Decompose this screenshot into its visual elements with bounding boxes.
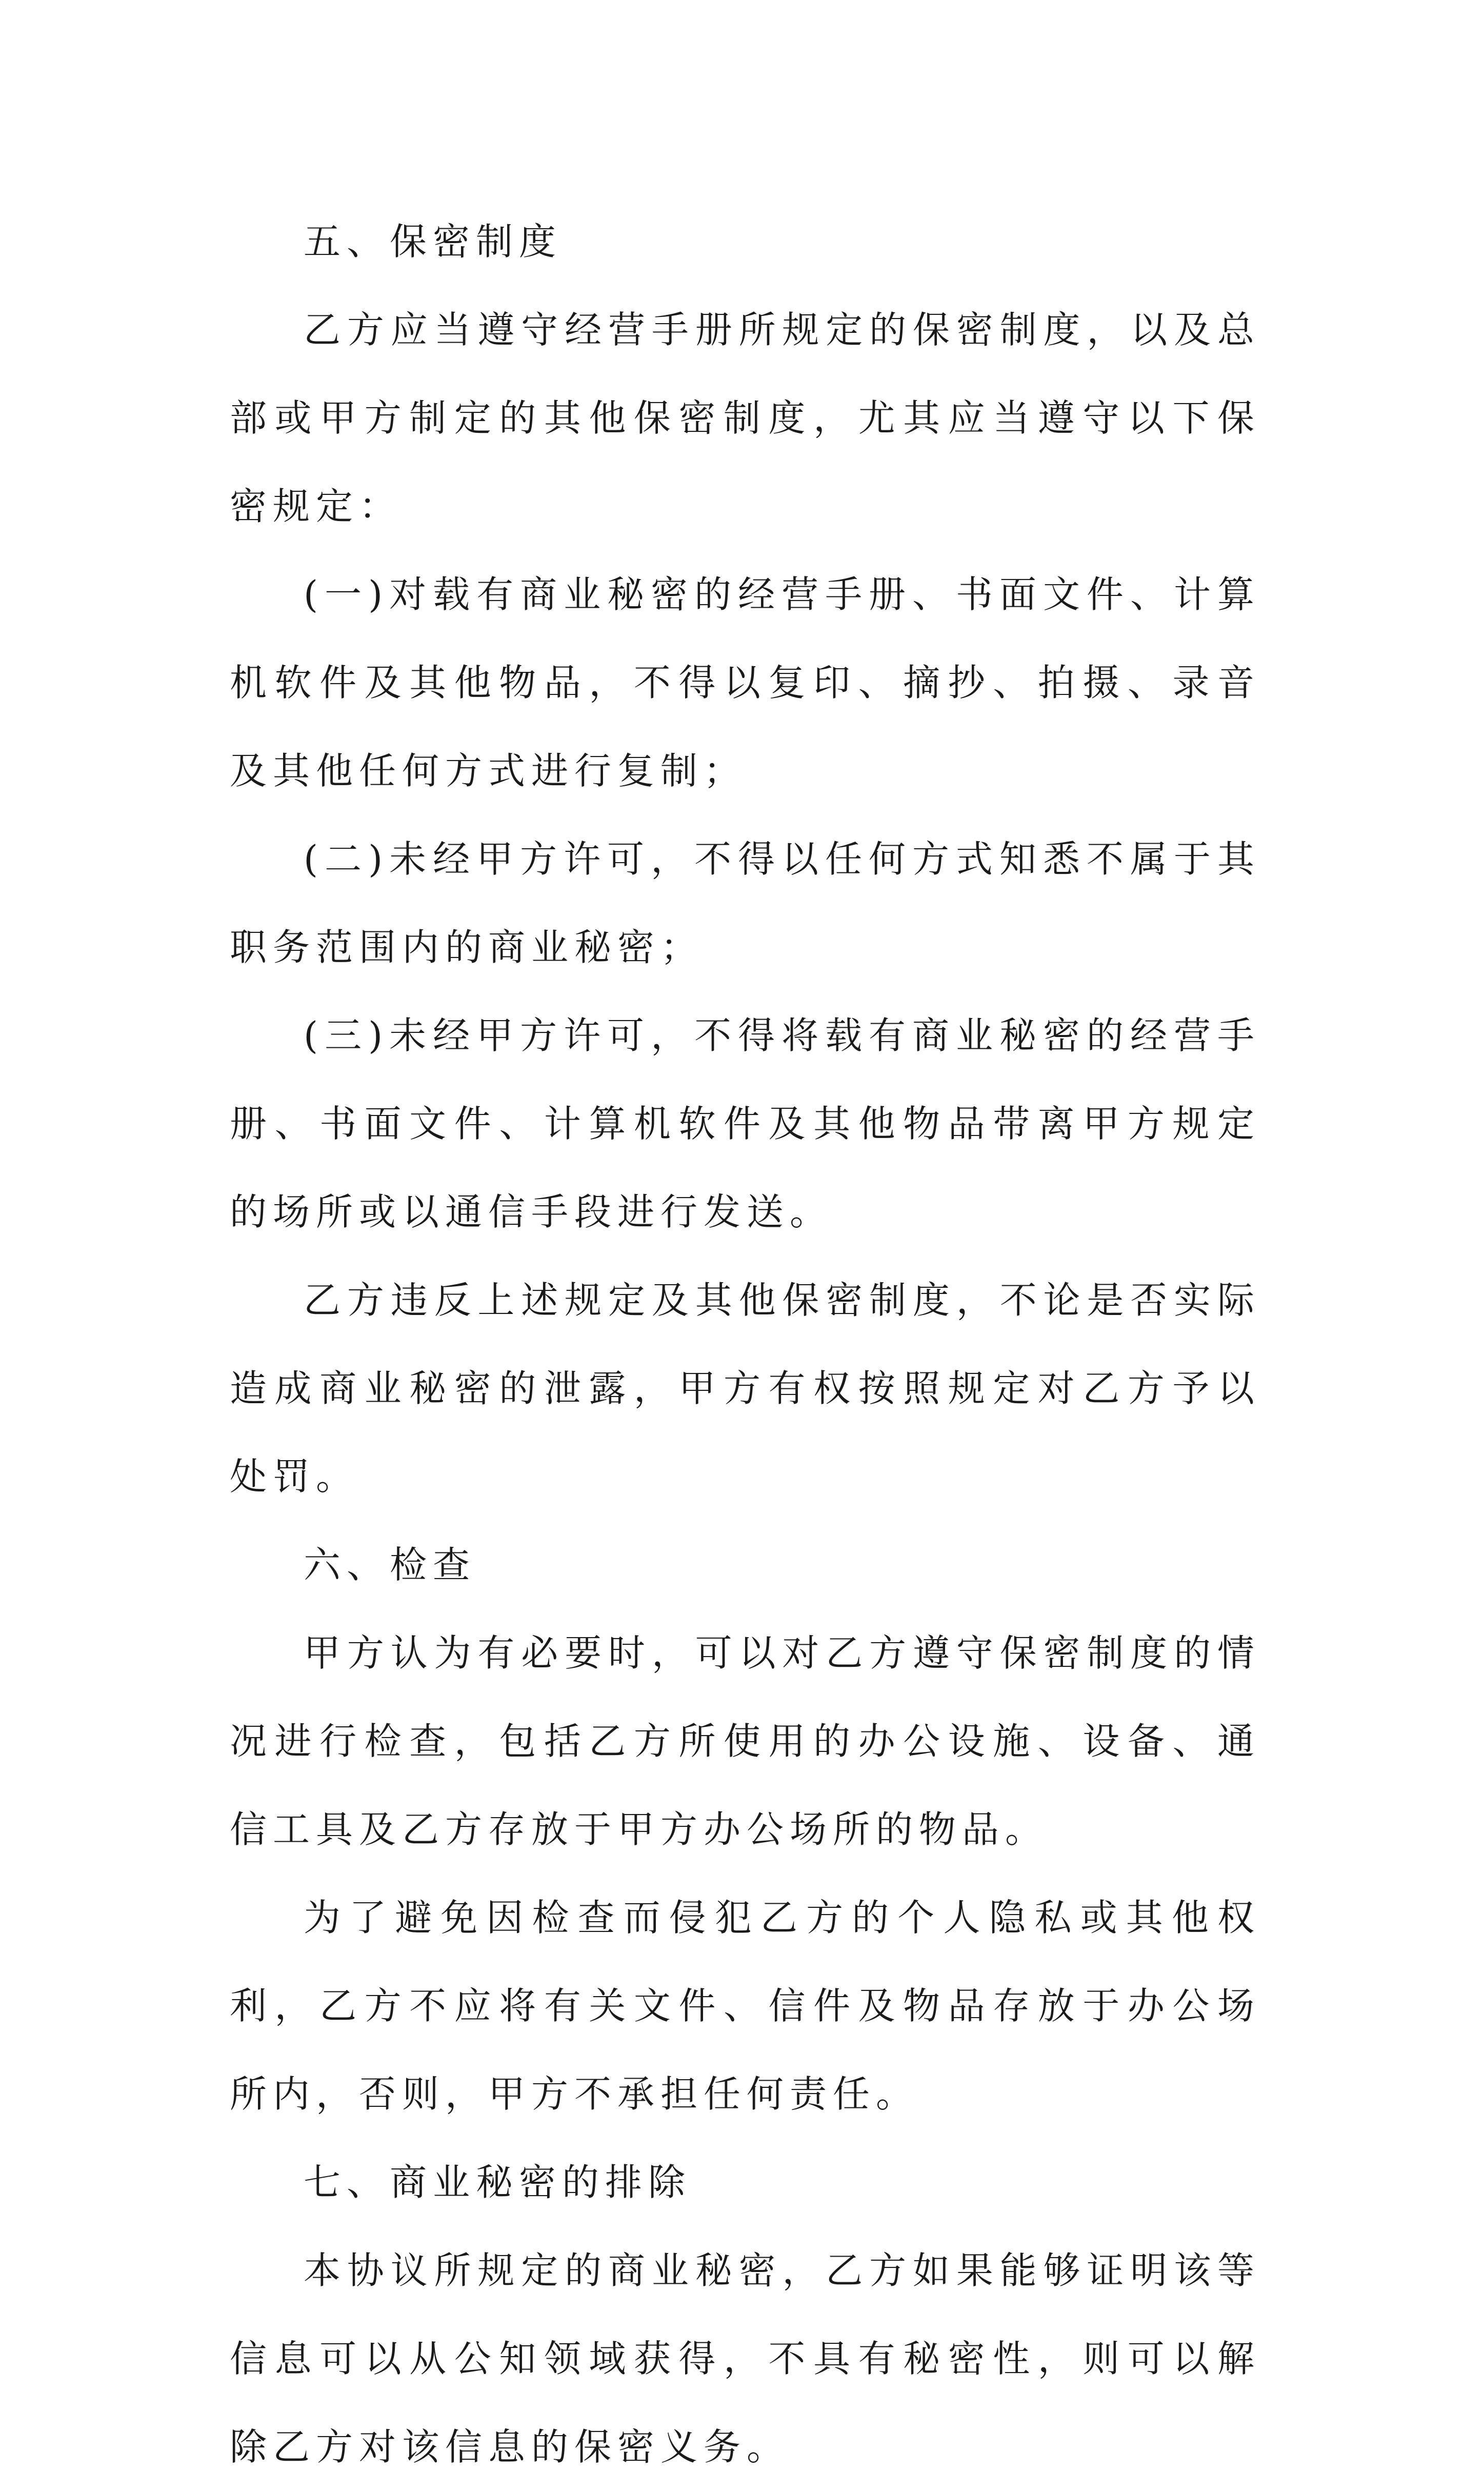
paragraph: 甲方认为有必要时，可以对乙方遵守保密制度的情况进行检查，包括乙方所使用的办公设施、设备、通信工具及乙方存放于甲方办公场所的物品。 <box>230 1631 1260 1851</box>
section-heading: 五、保密制度 <box>304 220 563 263</box>
paragraph: 乙方应当遵守经营手册所规定的保密制度，以及总部或甲方制定的其他保密制度，尤其应当遵守以下保密规定： <box>230 308 1260 528</box>
list-item: (一)对载有商业秘密的经营手册、书面文件、计算机软件及其他物品，不得以复印、摘抄、拍摄、录音及其他任何方式进行复制； <box>230 573 1260 792</box>
section-heading: 六、检查 <box>304 1543 476 1586</box>
document-body <box>230 197 1260 2491</box>
section-heading: 七、商业秘密的排除 <box>304 2161 692 2204</box>
section-confidentiality <box>230 197 1260 1521</box>
paragraph: 本协议所规定的商业秘密，乙方如果能够证明该等信息可以从公知领域获得，不具有秘密性，则可以解除乙方对该信息的保密义务。 <box>230 2249 1260 2468</box>
list-item: (三)未经甲方许可，不得将载有商业秘密的经营手册、书面文件、计算机软件及其他物品带离甲方规定的场所或以通信手段进行发送。 <box>230 1014 1260 1233</box>
section-exclusion <box>230 2138 1260 2491</box>
paragraph: 乙方违反上述规定及其他保密制度，不论是否实际造成商业秘密的泄露，甲方有权按照规定对乙方予以处罚。 <box>230 1279 1260 1498</box>
list-item: (二)未经甲方许可，不得以任何方式知悉不属于其职务范围内的商业秘密； <box>230 838 1260 969</box>
section-inspection <box>230 1521 1260 2138</box>
paragraph: 为了避免因检查而侵犯乙方的个人隐私或其他权利，乙方不应将有关文件、信件及物品存放于办公场所内，否则，甲方不承担任何责任。 <box>230 1896 1260 2116</box>
